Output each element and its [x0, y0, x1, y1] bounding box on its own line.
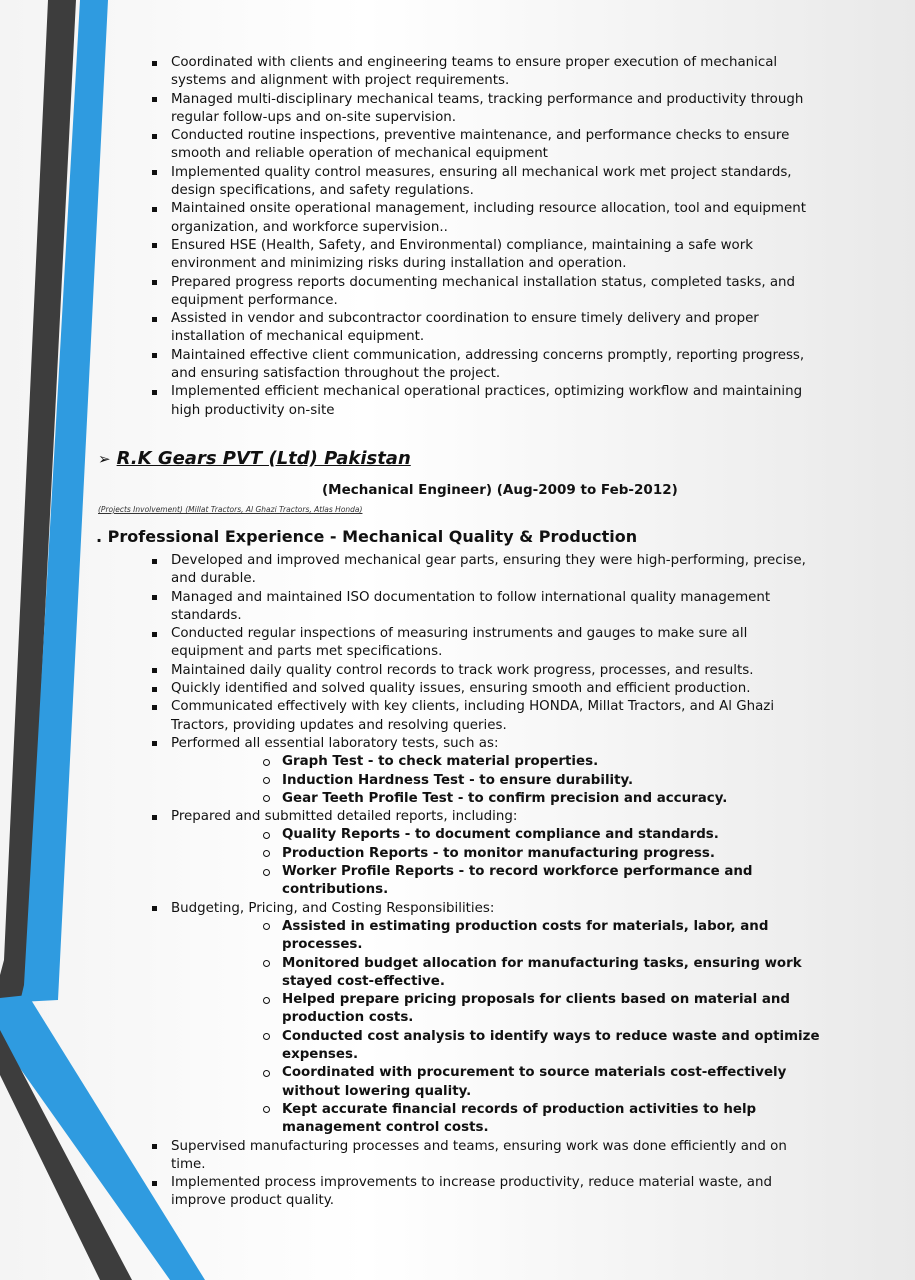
job-role: (Mechanical Engineer) (Aug-2009 to Feb-2012) — [322, 482, 678, 498]
list-item: Quickly identified and solved quality issues, ensuring smooth and efficient production. — [150, 680, 822, 698]
arrow-bullet-icon: ➢ — [98, 450, 111, 468]
list-item-lab-tests — [150, 735, 822, 808]
list-item: Prepared progress reports documenting mechanical installation status, completed tasks, and equipment performance. — [150, 274, 822, 311]
list-item: Maintained onsite operational management, including resource allocation, tool and equipment organization, and workforce supervision.. — [150, 200, 822, 237]
list-item: Conducted regular inspections of measuring instruments and gauges to make sure all equipment and parts met specifications. — [150, 625, 822, 662]
list-item: Conducted routine inspections, preventive maintenance, and performance checks to ensure smooth and reliable operation of mechanical equipment — [150, 127, 822, 164]
sub-list-item: Assisted in estimating production costs for materials, labor, and processes. — [261, 918, 822, 955]
sub-list-item: Helped prepare pricing proposals for clients based on material and production costs. — [261, 991, 822, 1028]
list-item: Managed multi-disciplinary mechanical teams, tracking performance and productivity through regular follow-ups and on-site supervision. — [150, 91, 822, 128]
sub-list-item: Coordinated with procurement to source materials cost-effectively without lowering quality. — [261, 1064, 822, 1101]
lab-tests-sublist — [171, 753, 822, 808]
list-item: Developed and improved mechanical gear parts, ensuring they were high-performing, precise, and durable. — [150, 552, 822, 589]
budgeting-label: Budgeting, Pricing, and Costing Responsibilities: — [171, 900, 495, 916]
company-heading — [98, 448, 411, 469]
sub-list-item: Monitored budget allocation for manufacturing tasks, ensuring work stayed cost-effective. — [261, 955, 822, 992]
sub-list-item: Gear Teeth Profile Test - to confirm precision and accuracy. — [261, 790, 822, 808]
sub-list-item: Conducted cost analysis to identify ways to reduce waste and optimize expenses. — [261, 1028, 822, 1065]
sub-list-item: Induction Hardness Test - to ensure durability. — [261, 772, 822, 790]
responsibilities-list — [150, 54, 822, 420]
list-item: Maintained effective client communication, addressing concerns promptly, reporting progress, and ensuring satisfaction throughout the project. — [150, 347, 822, 384]
list-item: Implemented quality control measures, ensuring all mechanical work met project standards, design specifications, and safety regulations. — [150, 164, 822, 201]
experience-list — [150, 552, 822, 1211]
budgeting-sublist — [171, 918, 822, 1138]
sub-list-item: Production Reports - to monitor manufacturing progress. — [261, 845, 822, 863]
lab-tests-label: Performed all essential laboratory tests, such as: — [171, 735, 499, 751]
sub-list-item: Graph Test - to check material properties. — [261, 753, 822, 771]
sub-list-item: Kept accurate financial records of production activities to help management control costs. — [261, 1101, 822, 1138]
list-item-budgeting — [150, 900, 822, 1138]
list-item: Maintained daily quality control records to track work progress, processes, and results. — [150, 662, 822, 680]
list-item: Managed and maintained ISO documentation to follow international quality management standards. — [150, 589, 822, 626]
list-item: Coordinated with clients and engineering teams to ensure proper execution of mechanical systems and alignment with project requirements. — [150, 54, 822, 91]
sub-list-item: Worker Profile Reports - to record workforce performance and contributions. — [261, 863, 822, 900]
list-item-reports — [150, 808, 822, 899]
reports-sublist — [171, 826, 822, 899]
list-item: Ensured HSE (Health, Safety, and Environmental) compliance, maintaining a safe work environment and minimizing risks during installation and operation. — [150, 237, 822, 274]
section-title: . Professional Experience - Mechanical Quality & Production — [96, 527, 638, 546]
company-name: R.K Gears PVT (Ltd) Pakistan — [116, 448, 411, 469]
list-item: Assisted in vendor and subcontractor coordination to ensure timely delivery and proper installation of mechanical equipment. — [150, 310, 822, 347]
list-item: Communicated effectively with key clients, including HONDA, Millat Tractors, and Al Ghazi Tractors, providing updates and resolving queries. — [150, 698, 822, 735]
reports-label: Prepared and submitted detailed reports, including: — [171, 809, 518, 825]
list-item: Supervised manufacturing processes and teams, ensuring work was done efficiently and on time. — [150, 1138, 822, 1175]
list-item: Implemented process improvements to increase productivity, reduce material waste, and improve product quality. — [150, 1174, 822, 1211]
projects-involvement: (Projects Involvement) (Millat Tractors, Al Ghazi Tractors, Atlas Honda) — [98, 505, 363, 514]
list-item: Implemented efficient mechanical operational practices, optimizing workflow and maintaining high productivity on-site — [150, 383, 822, 420]
sub-list-item: Quality Reports - to document compliance and standards. — [261, 826, 822, 844]
